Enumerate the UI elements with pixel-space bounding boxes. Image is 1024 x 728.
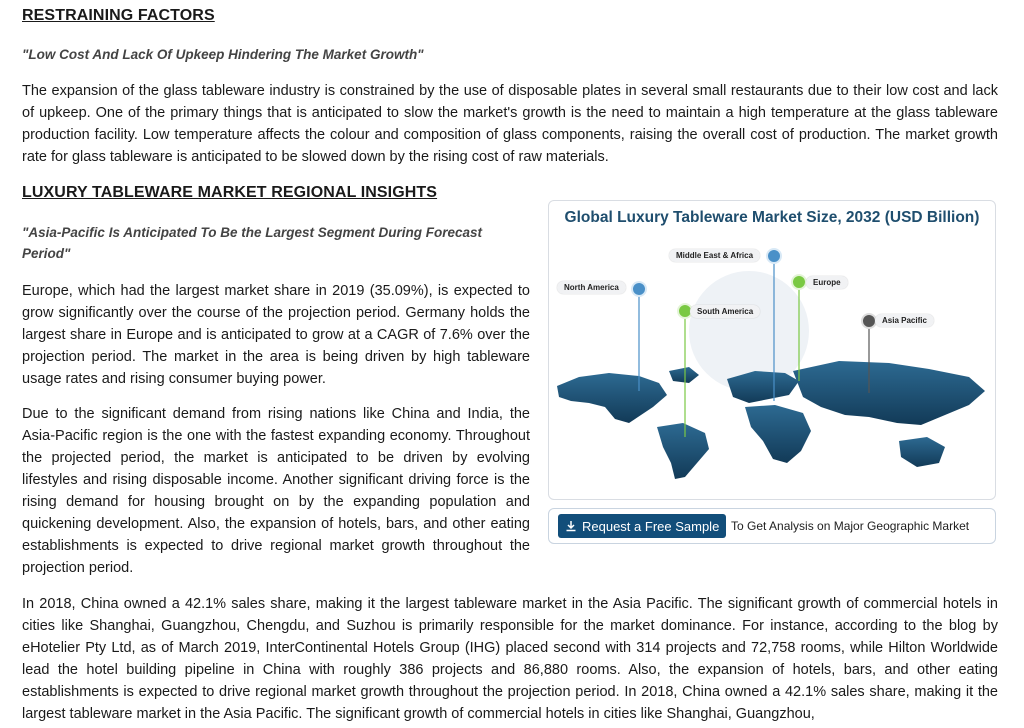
region-label-europe: Europe (806, 276, 848, 289)
download-icon (565, 520, 577, 532)
sample-request-description: To Get Analysis on Major Geographic Market (731, 519, 970, 533)
europe-pin-icon (792, 275, 806, 289)
region-label-middle-east-africa: Middle East & Africa (669, 249, 760, 262)
regional-insights-subheading: "Asia-Pacific Is Anticipated To Be the Largest Segment During Forecast Period" (22, 225, 483, 261)
region-label-asia-pacific: Asia Pacific (875, 314, 934, 327)
region-label-north-america: North America (557, 281, 626, 294)
world-map-graphic (549, 201, 995, 499)
market-size-map-card (548, 200, 996, 500)
china-paragraph: In 2018, China owned a 42.1% sales share, making it the largest tableware market in the Asia Pacific. The significant growth of commercial hotels in cities like Shanghai, Guangzhou, Chengdu, and Suzhou is primarily responsible for the market dominance. For instance, according to the blog by eHotelier Pty Ltd, as of March 2019, InterContinental Hotels Group (IHG) placed second with 314 projects and 72,758 rooms, while Hilton Worldwide lead the hotel building pipeline in China with roughly 386 projects and 86,880 rooms. Also, the expansion of hotels, bars, and other eating establishments is expected to drive regional market growth throughout the projection period. In 2018, China owned a 42.1% sales share, making it the largest tableware market in the Asia Pacific. The significant growth of commercial hotels in cities like Shanghai, Guangzhou, (22, 596, 998, 722)
region-label-south-america: South America (690, 305, 760, 318)
request-free-sample-button[interactable] (558, 514, 726, 538)
south-america-landmass (657, 423, 709, 479)
north-america-pin-icon (632, 282, 646, 296)
australia-landmass (899, 437, 945, 467)
europe-paragraph: Europe, which had the largest market share in 2019 (35.09%), is expected to grow significantly over the course of the projection period. Germany holds the largest share in Europe and is anticipated to grow at a CAGR of 7.6% over the projection period. The market in the area is being driven by high tableware usage rates and rising consumer buying power. (22, 283, 530, 387)
restraining-factors-heading: RESTRAINING FACTORS (22, 7, 215, 24)
regional-insights-heading: LUXURY TABLEWARE MARKET REGIONAL INSIGHTS (22, 184, 438, 201)
restraining-factors-subheading: "Low Cost And Lack Of Upkeep Hindering The Market Growth" (22, 47, 424, 62)
asia-pacific-pin-icon (862, 314, 876, 328)
middle-east-africa-pin-icon (767, 249, 781, 263)
greenland-landmass (669, 367, 699, 383)
africa-landmass (745, 405, 811, 463)
north-america-landmass (557, 373, 667, 423)
restraining-factors-paragraph: The expansion of the glass tableware industry is constrained by the use of disposable plates in several small restaurants due to their low cost and lack of upkeep. One of the primary things that is anticipated to slow the market's growth is the need to maintain a high temperature at the glass tableware production facility. Low temperature affects the colour and composition of glass components, raising the overall cost of production. The market growth rate for glass tableware is anticipated to be slowed down by the rising cost of raw materials. (22, 83, 998, 165)
map-title: Global Luxury Tableware Market Size, 2032 (USD Billion) (564, 209, 980, 226)
asia-landmass (793, 361, 985, 425)
request-free-sample-label: Request a Free Sample (582, 518, 720, 534)
asia-pacific-paragraph: Due to the significant demand from rising nations like China and India, the Asia-Pacific region is the one with the fastest expanding economy. Throughout the projected period, the market is anticipated to be driven by evolving lifestyles and rising disposable income. Another significant driving force is the rising demand for housing brought on by the expanding population and quickening development. Also, the expansion of hotels, bars, and other eating establishments is expected to drive regional market growth throughout the projection period. (22, 406, 530, 576)
sample-request-banner (548, 508, 996, 544)
